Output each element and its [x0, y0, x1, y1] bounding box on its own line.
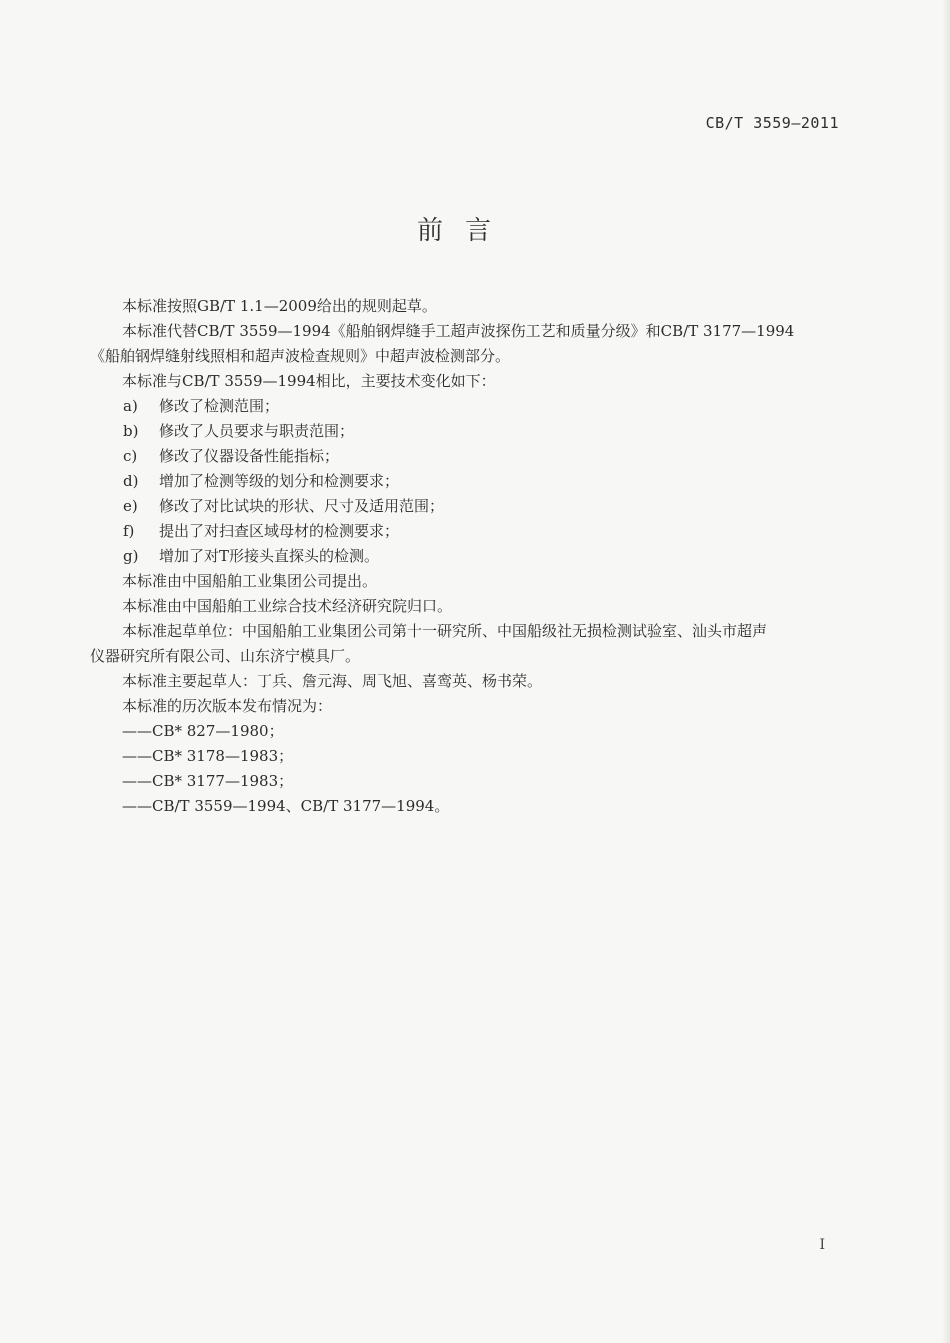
standard-code: CB/T 3559—2011	[705, 114, 839, 132]
list-text: 增加了对T形接头直探头的检测。	[159, 547, 380, 565]
page-number: I	[819, 1237, 825, 1253]
list-item	[90, 544, 844, 569]
list-marker: f)	[123, 522, 135, 540]
list-text: 提出了对扫查区域母材的检测要求；	[159, 522, 400, 540]
list-item	[90, 494, 844, 519]
page-title: 前言	[416, 216, 513, 246]
history-item: ——CB* 3178—1983；	[122, 747, 294, 765]
foreword-body	[90, 294, 844, 819]
list-text: 修改了仪器设备性能指标；	[159, 447, 340, 465]
history-item: ——CB* 827—1980；	[122, 722, 284, 740]
list-marker: e)	[123, 497, 138, 515]
history-item: ——CB/T 3559—1994、CB/T 3177—1994。	[122, 797, 450, 815]
list-marker: d)	[123, 472, 139, 490]
list-item	[90, 419, 844, 444]
paragraph-drafting-rules: 本标准按照GB/T 1.1—2009给出的规则起草。	[122, 297, 437, 315]
paragraph-drafting-units-line2: 仪器研究所有限公司、山东济宁模具厂。	[90, 647, 361, 665]
list-item	[90, 444, 844, 469]
paragraph-replaces-line2: 《船舶钢焊缝射线照相和超声波检查规则》中超声波检测部分。	[90, 347, 511, 365]
paragraph-centralized-by: 本标准由中国船舶工业综合技术经济研究院归口。	[122, 597, 453, 615]
page-edge-shadow	[942, 0, 950, 1343]
paragraph-drafters: 本标准主要起草人：丁兵、詹元海、周飞旭、喜鸾英、杨书荣。	[122, 672, 543, 690]
list-marker: b)	[123, 422, 139, 440]
list-marker: a)	[123, 397, 138, 415]
paragraph-drafting-units-line1: 本标准起草单位：中国船舶工业集团公司第十一研究所、中国船级社无损检测试验室、汕头市超声	[122, 622, 768, 640]
list-item	[90, 469, 844, 494]
list-text: 修改了对比试块的形状、尺寸及适用范围；	[159, 497, 445, 515]
list-item	[90, 519, 844, 544]
list-marker: g)	[123, 547, 139, 565]
list-item	[90, 394, 844, 419]
paragraph-changes-intro: 本标准与CB/T 3559—1994相比，主要技术变化如下：	[122, 372, 496, 390]
paragraph-proposer: 本标准由中国船舶工业集团公司提出。	[122, 572, 378, 590]
paragraph-history-intro: 本标准的历次版本发布情况为：	[122, 697, 333, 715]
history-item: ——CB* 3177—1983；	[122, 772, 294, 790]
list-text: 修改了检测范围；	[159, 397, 280, 415]
list-text: 增加了检测等级的划分和检测要求；	[159, 472, 400, 490]
list-text: 修改了人员要求与职责范围；	[159, 422, 355, 440]
list-marker: c)	[123, 447, 138, 465]
paragraph-replaces-line1: 本标准代替CB/T 3559—1994《船舶钢焊缝手工超声波探伤工艺和质量分级》和CB/T 3177—1994	[122, 322, 795, 340]
